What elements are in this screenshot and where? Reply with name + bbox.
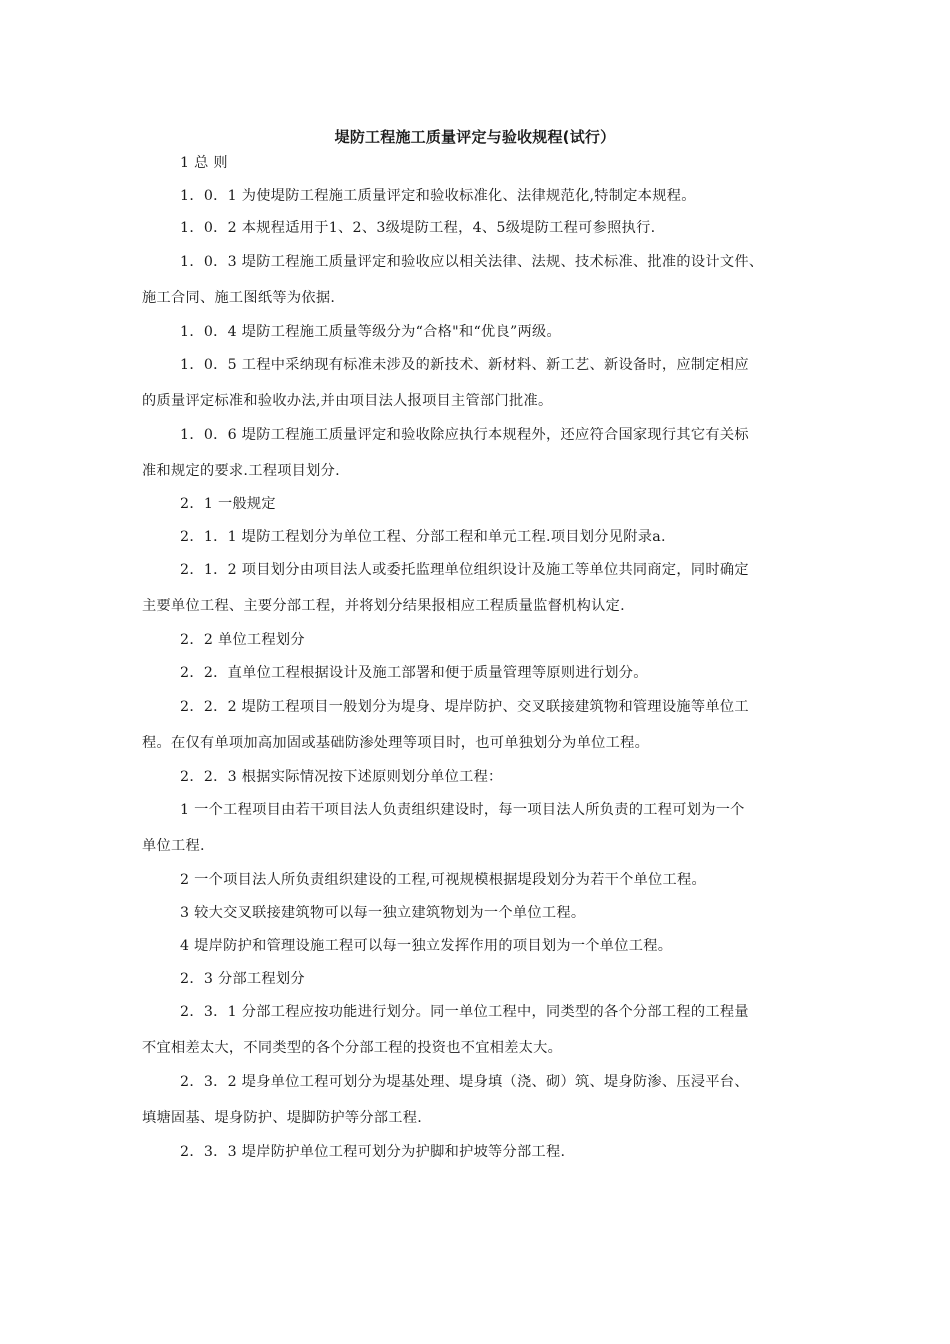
clause-paragraph: 2．3．3 堤岸防护单位工程可划分为护脚和护坡等分部工程. xyxy=(180,1144,566,1160)
section-heading: 2．1 一般规定 xyxy=(180,496,276,512)
document-title: 堤防工程施工质量评定与验收规程(试行） xyxy=(334,128,616,146)
clause-paragraph: 2．3．1 分部工程应按功能进行划分。同一单位工程中，同类型的各个分部工程的工程量 xyxy=(180,1004,749,1020)
clause-continuation: 程。在仅有单项加高加固或基础防渗处理等项目时，也可单独划分为单位工程。 xyxy=(142,735,650,751)
clause-paragraph: 1．0．5 工程中采纳现有标准未涉及的新技术、新材料、新工艺、新设备时，应制定相应 xyxy=(180,357,749,373)
clause-continuation: 施工合同、施工图纸等为依据. xyxy=(142,290,336,306)
clause-continuation: 准和规定的要求.工程项目划分. xyxy=(142,463,340,479)
clause-continuation: 填塘固基、堤身防护、堤脚防护等分部工程. xyxy=(142,1110,423,1126)
clause-paragraph: 1．0．4 堤防工程施工质量等级分为“合格"和“优良”两级。 xyxy=(180,324,562,340)
list-item: 4 堤岸防护和管理设施工程可以每一独立发挥作用的项目划为一个单位工程。 xyxy=(180,938,673,954)
clause-continuation: 主要单位工程、主要分部工程，并将划分结果报相应工程质量监督机构认定. xyxy=(142,598,625,614)
list-item: 2 一个项目法人所负责组织建设的工程,可视规模根据堤段划分为若干个单位工程。 xyxy=(180,872,707,888)
clause-paragraph: 1．0．3 堤防工程施工质量评定和验收应以相关法律、法规、技术标准、批准的设计文件、 xyxy=(180,254,764,270)
clause-paragraph: 2．3．2 堤身单位工程可划分为堤基处理、堤身填（浇、砌）筑、堤身防渗、压浸平台、 xyxy=(180,1074,749,1090)
clause-paragraph: 2．1．1 堤防工程划分为单位工程、分部工程和单元工程.项目划分见附录a. xyxy=(180,529,666,545)
list-item: 1 一个工程项目由若干项目法人负责组织建设时，每一项目法人所负责的工程可划为一个 xyxy=(180,802,745,818)
clause-paragraph: 2．1．2 项目划分由项目法人或委托监理单位组织设计及施工等单位共同商定，同时确定 xyxy=(180,562,749,578)
list-item-continuation: 单位工程. xyxy=(142,838,205,854)
clause-paragraph: 2．2．直单位工程根据设计及施工部署和便于质量管理等原则进行划分。 xyxy=(180,665,648,681)
section-heading: 2．3 分部工程划分 xyxy=(180,971,305,987)
clause-paragraph: 1．0．1 为使堤防工程施工质量评定和验收标准化、法律规范化,特制定本规程。 xyxy=(180,188,696,204)
clause-paragraph: 1．0．2 本规程适用于1、2、3级堤防工程，4、5级堤防工程可参照执行. xyxy=(180,220,656,236)
clause-paragraph: 1．0．6 堤防工程施工质量评定和验收除应执行本规程外，还应符合国家现行其它有关标 xyxy=(180,427,749,443)
clause-continuation: 的质量评定标准和验收办法,并由项目法人报项目主管部门批准。 xyxy=(142,393,553,409)
section-heading: 1 总 则 xyxy=(180,155,228,171)
clause-paragraph: 2．2．3 根据实际情况按下述原则划分单位工程： xyxy=(180,769,503,785)
clause-paragraph: 2．2．2 堤防工程项目一般划分为堤身、堤岸防护、交叉联接建筑物和管理设施等单位工 xyxy=(180,699,749,715)
list-item: 3 较大交叉联接建筑物可以每一独立建筑物划为一个单位工程。 xyxy=(180,905,586,921)
clause-continuation: 不宜相差太大，不同类型的各个分部工程的投资也不宜相差太大。 xyxy=(142,1040,563,1056)
section-heading: 2．2 单位工程划分 xyxy=(180,632,305,648)
